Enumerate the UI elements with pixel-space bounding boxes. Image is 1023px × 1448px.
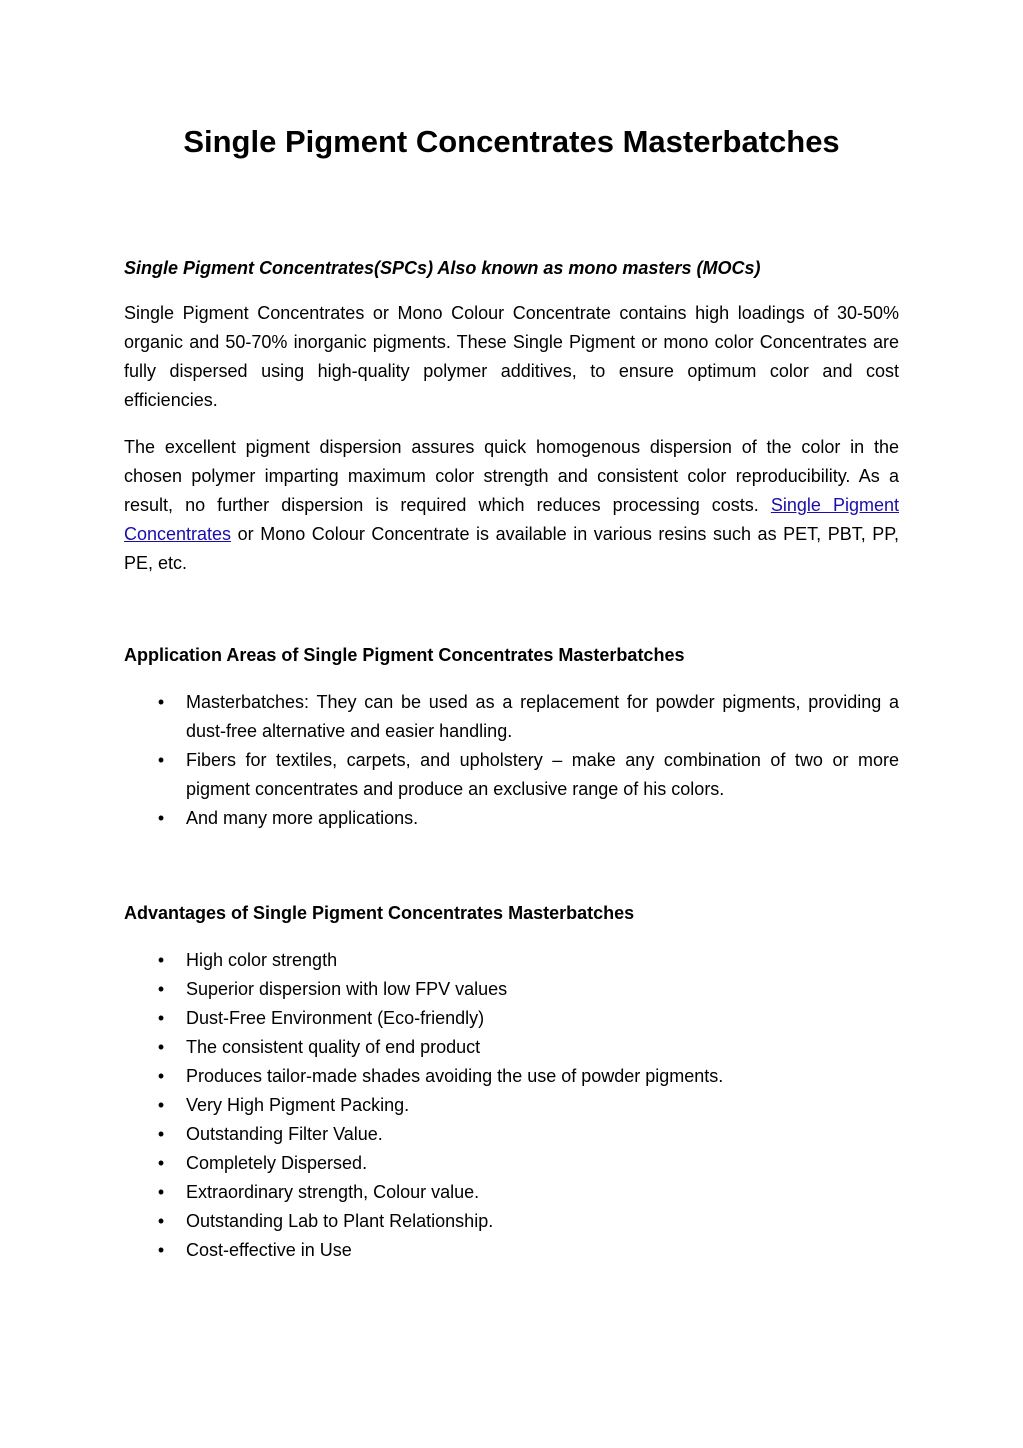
subtitle: Single Pigment Concentrates(SPCs) Also known as mono masters (MOCs) <box>124 258 761 278</box>
list-item <box>124 804 899 833</box>
list-item-text: Superior dispersion with low FPV values <box>186 979 508 999</box>
bullet-icon: • <box>157 1008 165 1028</box>
list-item <box>124 1062 899 1091</box>
list-item-text: Masterbatches: They can be used as a replacement for powder pigments, providing a dust-free alternative and easier handling. <box>186 692 899 741</box>
paragraph-text-before: The excellent pigment dispersion assures quick homogenous dispersion of the color in the chosen polymer imparting maximum color strength and consistent color reproducibility. As a result, no further dispersion is required which reduces processing costs. <box>124 437 899 515</box>
bullet-icon: • <box>157 1182 165 1202</box>
single-pigment-concentrates-link[interactable]: Single Pigment Concentrates <box>124 495 899 544</box>
list-item-text: Cost-effective in Use <box>186 1240 352 1260</box>
list-item <box>124 746 899 804</box>
bullet-icon: • <box>157 1066 165 1086</box>
bullet-icon: • <box>157 1240 165 1260</box>
list-item <box>124 1004 899 1033</box>
dispersion-paragraph <box>124 433 899 578</box>
list-item <box>124 688 899 746</box>
bullet-icon: • <box>157 1211 165 1231</box>
list-item <box>124 1033 899 1062</box>
list-item-text: And many more applications. <box>186 808 419 828</box>
bullet-icon: • <box>157 950 165 970</box>
list-item-text: Produces tailor-made shades avoiding the use of powder pigments. <box>186 1066 724 1086</box>
list-item-text: Extraordinary strength, Colour value. <box>186 1182 480 1202</box>
list-item <box>124 975 899 1004</box>
applications-list <box>124 688 899 833</box>
list-item-text: Very High Pigment Packing. <box>186 1095 410 1115</box>
list-item <box>124 1149 899 1178</box>
advantages-list <box>124 946 899 1265</box>
list-item <box>124 1178 899 1207</box>
list-item-text: Dust-Free Environment (Eco-friendly) <box>186 1008 485 1028</box>
bullet-icon: • <box>157 692 165 712</box>
list-item-text: High color strength <box>186 950 338 970</box>
bullet-icon: • <box>157 979 165 999</box>
list-item-text: Outstanding Filter Value. <box>186 1124 383 1144</box>
list-item <box>124 1236 899 1265</box>
list-item-text: Fibers for textiles, carpets, and upholstery – make any combination of two or more pigment concentrates and produce an exclusive range of his colors. <box>186 750 899 799</box>
bullet-icon: • <box>157 808 165 828</box>
list-item-text: Outstanding Lab to Plant Relationship. <box>186 1211 494 1231</box>
bullet-icon: • <box>157 1153 165 1173</box>
list-item <box>124 1120 899 1149</box>
bullet-icon: • <box>157 1124 165 1144</box>
bullet-icon: • <box>157 750 165 770</box>
paragraph-text-after: or Mono Colour Concentrate is available in various resins such as PET, PBT, PP, PE, etc. <box>124 524 899 573</box>
list-item <box>124 946 899 975</box>
bullet-icon: • <box>157 1095 165 1115</box>
list-item <box>124 1207 899 1236</box>
bullet-icon: • <box>157 1037 165 1057</box>
list-item-text: The consistent quality of end product <box>186 1037 481 1057</box>
applications-heading: Application Areas of Single Pigment Concentrates Masterbatches <box>124 645 685 665</box>
advantages-heading: Advantages of Single Pigment Concentrates Masterbatches <box>124 903 635 923</box>
list-item-text: Completely Dispersed. <box>186 1153 368 1173</box>
page-title: Single Pigment Concentrates Masterbatches <box>183 124 840 159</box>
intro-paragraph: Single Pigment Concentrates or Mono Colour Concentrate contains high loadings of 30-50% organic and 50-70% inorganic pigments. These Single Pigment or mono color Concentrates are fully dispersed using high-quality polymer additives, to ensure optimum color and cost efficiencies. <box>124 303 899 410</box>
list-item <box>124 1091 899 1120</box>
